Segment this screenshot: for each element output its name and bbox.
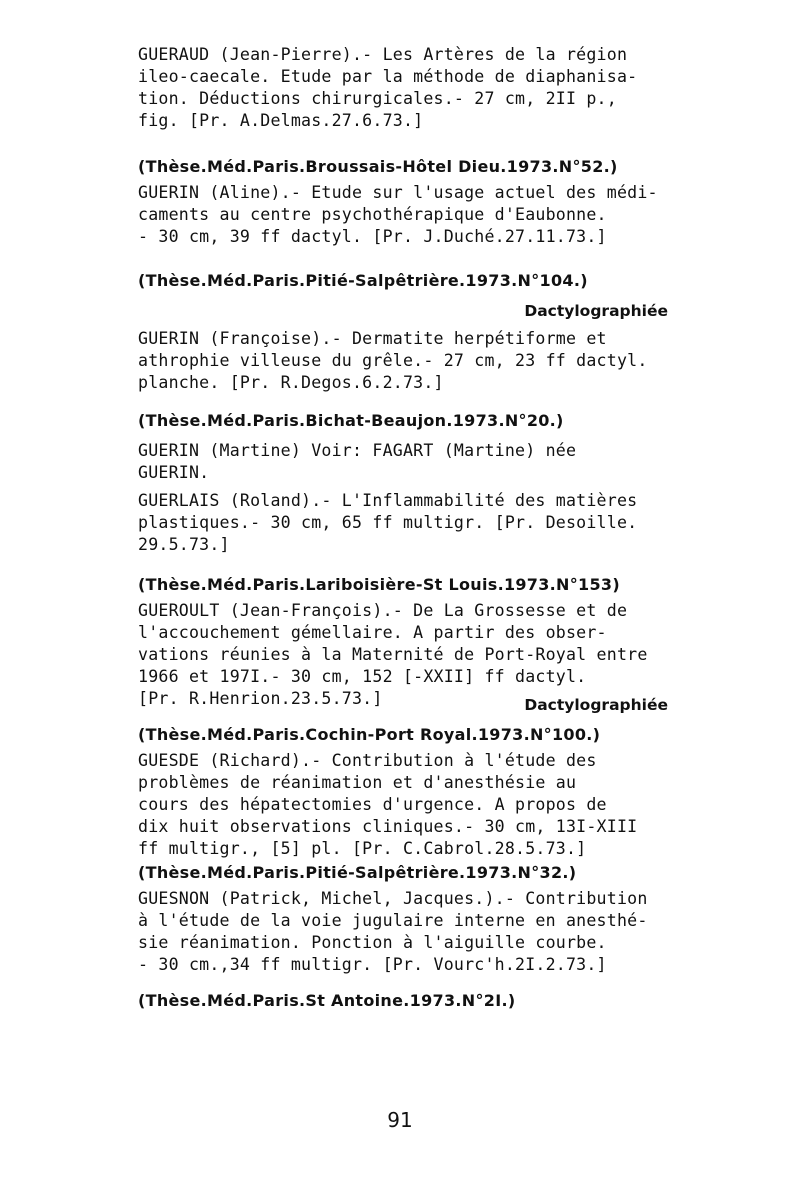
entry-guerin-francoise (138, 328, 668, 394)
entry-gueraud (138, 44, 668, 132)
entry-guesde (138, 750, 668, 860)
entry-text: GUESNON (Patrick, Michel, Jacques.).- Contribution à l'étude de la voie jugulaire interne en anesthé- sie réanimation. Ponction à l'aiguille courbe. - 30 cm.,34 ff multigr. [Pr. Vourc'h.2I.2.73.] (138, 889, 648, 974)
typescript-note: Dactylographiée (524, 696, 668, 714)
entry-text: GUERLAIS (Roland).- L'Inflammabilité des matières plastiques.- 30 cm, 65 ff multigr. [Pr. Desoille. 29.5.73.] (138, 491, 638, 554)
entry-text: GUERAUD (Jean-Pierre).- Les Artères de la région ileo-caecale. Etude par la méthode de diaphanisa- tion. Déductions chirurgicales.- 27 cm, 2II p., fig. [Pr. A.Delmas.27.6.73.] (138, 45, 638, 130)
entry-text: GUEROULT (Jean-François).- De La Grossesse et de l'accouchement gémellaire. A partir des obser- vations réunies à la Maternité de Port-Royal entre 1966 et 197I.- 30 cm, 152 [-XXII] ff dactyl. [Pr. R.Henrion.23.5.73.] (138, 601, 648, 708)
thesis-reference: (Thèse.Méd.Paris.Cochin-Port Royal.1973.N°100.) (138, 725, 601, 744)
entry-guerin-aline (138, 182, 668, 248)
entry-guerin-martine (138, 440, 668, 484)
entry-guerlais (138, 490, 668, 556)
thesis-reference: (Thèse.Méd.Paris.Pitié-Salpêtrière.1973.N°32.) (138, 863, 577, 882)
thesis-reference: (Thèse.Méd.Paris.Broussais-Hôtel Dieu.1973.N°52.) (138, 157, 618, 176)
thesis-reference: (Thèse.Méd.Paris.Pitié-Salpêtrière.1973.N°104.) (138, 271, 588, 290)
entry-text: GUERIN (Martine) Voir: FAGART (Martine) née GUERIN. (138, 441, 577, 482)
page-number: 91 (387, 1108, 413, 1132)
thesis-reference: (Thèse.Méd.Paris.St Antoine.1973.N°2I.) (138, 991, 516, 1010)
entry-text: GUESDE (Richard).- Contribution à l'étude des problèmes de réanimation et d'anesthésie au cours des hépatectomies d'urgence. A propos de dix huit observations cliniques.- 30 cm, 13I-XIII ff multigr., [5] pl. [Pr. C.Cabrol.28.5.73.] (138, 751, 638, 858)
entry-text: GUERIN (Françoise).- Dermatite herpétiforme et athrophie villeuse du grêle.- 27 cm, 23 ff dactyl. planche. [Pr. R.Degos.6.2.73.] (138, 329, 648, 392)
entry-guesnon (138, 888, 668, 976)
entry-text: GUERIN (Aline).- Etude sur l'usage actuel des médi- caments au centre psychothérapique d'Eaubonne. - 30 cm, 39 ff dactyl. [Pr. J.Duché.27.11.73.] (138, 183, 658, 246)
typescript-note: Dactylographiée (524, 302, 668, 320)
thesis-reference: (Thèse.Méd.Paris.Bichat-Beaujon.1973.N°20.) (138, 411, 564, 430)
thesis-reference: (Thèse.Méd.Paris.Lariboisière-St Louis.1973.N°153) (138, 575, 620, 594)
